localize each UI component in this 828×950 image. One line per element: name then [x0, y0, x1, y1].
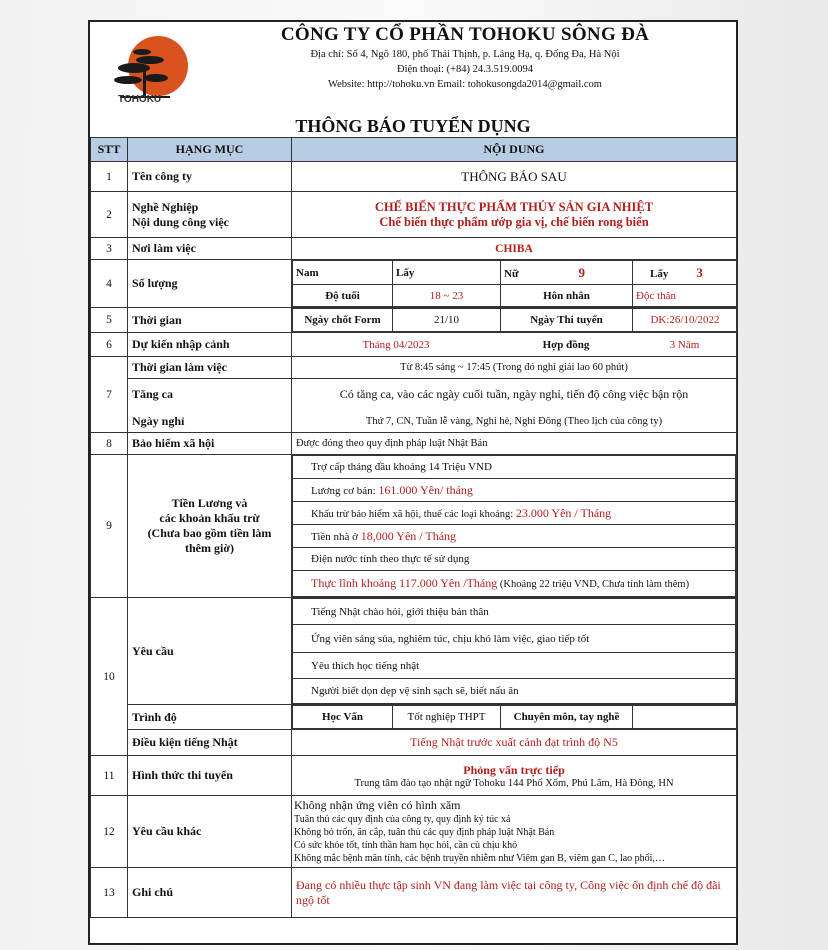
job-title: CHẾ BIẾN THỰC PHẨM THỦY SẢN GIA NHIỆT [374, 199, 654, 214]
other-req-item: Không bỏ trốn, ăn cắp, tuân thủ các quy định pháp luật Nhật Bản [294, 827, 555, 838]
form-deadline-label: Ngày chốt Form [293, 309, 393, 332]
quantity-cell [292, 260, 737, 308]
table-row [91, 411, 737, 433]
age-value: 18 ~ 23 [393, 285, 501, 307]
company-value: THÔNG BÁO SAU [292, 162, 737, 192]
salary-amount: 161.000 Yên/ tháng [378, 482, 473, 497]
contract-value: 3 Năm [669, 338, 700, 351]
overtime-value: Có tăng ca, vào các ngày cuối tuần, ngày nghỉ, tiến độ công việc bận rộn [292, 379, 737, 411]
row-number: 11 [91, 756, 128, 796]
row-number: 8 [91, 433, 128, 455]
requirements-cell [292, 598, 737, 705]
entry-cell [292, 333, 737, 357]
row-number: 2 [91, 192, 128, 238]
note-value: Đang có nhiều thực tập sinh VN đang làm việc tại công ty, Công việc ổn định chế độ đãi ngộ tốt [292, 868, 737, 918]
row-label: Thời gian [128, 308, 292, 333]
other-req-item: Có sức khỏe tốt, tính thần ham học hỏi, cần cù chịu khó [294, 840, 518, 851]
salary-cell [292, 455, 737, 598]
take-count: 3 [696, 264, 703, 280]
other-req-head: Không nhận ứng viên có hình xăm [294, 798, 461, 812]
salary-line [293, 479, 736, 502]
net-salary: Thực lĩnh khoảng 117.000 Yên /Tháng [311, 576, 498, 590]
row-number: 13 [91, 868, 128, 918]
workplace-value: CHIBA [292, 238, 737, 260]
salary-text: Lương cơ bản: [311, 484, 379, 497]
time-cell [292, 308, 737, 333]
row-label [128, 455, 292, 598]
exam-location: Trung tâm đào tạo nhật ngữ Tohoku 144 Phố Xốm, Phú Lãm, Hà Đông, HN [354, 777, 674, 789]
tohoku-logo-icon [98, 30, 193, 125]
recruitment-notice-page [88, 20, 738, 945]
table-row [91, 598, 737, 705]
logo-text: TOHOKU [118, 94, 162, 105]
row-number: 12 [91, 796, 128, 868]
table-row [91, 433, 737, 455]
row-label: Thời gian làm việc [128, 357, 292, 379]
salary-line [293, 571, 736, 597]
salary-line [293, 502, 736, 525]
row-label: Trình độ [128, 705, 292, 730]
column-header-content: NỘI DUNG [292, 138, 737, 162]
exam-date-value: DK:26/10/2022 [633, 309, 738, 332]
label-line: Tiền Lương và [171, 496, 248, 510]
table-row [91, 379, 737, 411]
label-line: Nghề Nghiệp [132, 199, 199, 214]
education-value: Tốt nghiệp THPT [393, 706, 501, 729]
entry-value: Tháng 04/2023 [362, 338, 430, 351]
table-row [91, 260, 737, 308]
job-value [292, 192, 737, 238]
job-desc: Chế biến thực phẩm ướp gia vị, chế biến rong biển [379, 214, 649, 229]
quantity-table [292, 260, 738, 307]
row-number: 9 [91, 455, 128, 598]
salary-line [293, 525, 736, 548]
row-label: Ngày nghỉ [128, 411, 292, 433]
other-req-item: Tuân thủ các quy định của công ty, quy định ký túc xá [294, 814, 511, 825]
row-label: Điều kiện tiếng Nhật [128, 730, 292, 756]
row-number: 10 [91, 598, 128, 756]
column-header-item: HẠNG MỤC [128, 138, 292, 162]
table-row [91, 868, 737, 918]
row-label: Tăng ca [128, 379, 292, 411]
table-row [91, 308, 737, 333]
table-row [91, 238, 737, 260]
age-label: Độ tuổi [293, 285, 393, 307]
row-label: Yêu cầu [128, 598, 292, 705]
row-label: Số lượng [128, 260, 292, 308]
requirement-line: Ứng viên sáng sủa, nghiêm túc, chịu khó làm việc, giao tiếp tốt [293, 625, 736, 653]
salary-amount: 23.000 Yên / Tháng [515, 505, 612, 520]
net-salary-note: (Khoảng 22 triệu VND, Chưa tính làm thêm) [497, 579, 690, 590]
insurance-value: Được đóng theo quy định pháp luật Nhật Bản [292, 433, 737, 455]
salary-text: Khấu trừ bảo hiểm xã hội, thuế các loại khoảng: [311, 508, 516, 520]
education-label: Học Vấn [293, 706, 393, 729]
days-off-value: Thứ 7, CN, Tuần lễ vàng, Nghỉ hè, Nghỉ Đông (Theo lịch của công ty) [292, 411, 737, 433]
row-number: 6 [91, 333, 128, 357]
table-row [91, 730, 737, 756]
row-label: Yêu cầu khác [128, 796, 292, 868]
requirement-line: Người biết dọn dẹp vệ sinh sạch sẽ, biết nấu ăn [293, 679, 736, 704]
salary-line: Điện nước tính theo thực tế sử dụng [293, 548, 736, 571]
salary-amount: 18,000 Yên / Tháng [360, 528, 457, 543]
row-number: 7 [91, 357, 128, 433]
row-label: Dự kiến nhập cảnh [128, 333, 292, 357]
table-row [91, 756, 737, 796]
row-label: Bảo hiểm xã hội [128, 433, 292, 455]
form-deadline-value: 21/10 [393, 309, 501, 332]
table-row [91, 162, 737, 192]
row-number: 1 [91, 162, 128, 192]
requirement-line: Tiếng Nhật chào hỏi, giới thiệu bản thân [293, 599, 736, 625]
take-label: Lấy [650, 267, 669, 280]
japanese-level-value: Tiếng Nhật trước xuất cảnh đạt trình độ N5 [292, 730, 737, 756]
other-requirements-value [292, 796, 737, 868]
column-header-stt: STT [91, 138, 128, 162]
requirement-line: Yêu thích học tiếng nhật [293, 653, 736, 679]
marriage-value: Độc thân [633, 285, 738, 307]
salary-table [292, 455, 736, 597]
company-phone: Điện thoại: (+84) 24.3.519.0094 [397, 64, 533, 75]
row-number: 4 [91, 260, 128, 308]
table-row [91, 357, 737, 379]
work-hours-value: Từ 8:45 sáng ~ 17:45 (Trong đó nghỉ giải lao 60 phút) [292, 357, 737, 379]
company-header [90, 22, 736, 137]
table-row [91, 192, 737, 238]
salary-text: Tiền nhà ở [311, 530, 361, 543]
table-header-row [91, 138, 737, 162]
row-label: Tên công ty [128, 162, 292, 192]
time-table [292, 308, 738, 332]
exam-date-label: Ngày Thi tuyển [501, 309, 633, 332]
education-table [292, 705, 738, 729]
label-line: thêm giờ) [185, 541, 234, 555]
take-label: Lấy [396, 266, 415, 279]
requirements-table [292, 598, 736, 704]
label-line: (Chưa bao gồm tiền làm [147, 526, 272, 540]
table-row [91, 455, 737, 598]
female-take [633, 261, 738, 285]
label-line: các khoản khấu trừ [159, 511, 260, 525]
female-label: Nữ [504, 267, 519, 280]
table-row [91, 333, 737, 357]
education-cell [292, 705, 737, 730]
specialty-value [633, 706, 738, 729]
document-title: THÔNG BÁO TUYỂN DỤNG [295, 116, 531, 136]
company-address: Địa chỉ: Số 4, Ngõ 180, phố Thái Thịnh, p. Láng Hạ, q. Đống Đa, Hà Nội [310, 49, 620, 60]
salary-line: Trợ cấp tháng đầu khoảng 14 Triệu VND [293, 456, 736, 479]
male-label: Nam [296, 266, 319, 279]
entry-table [292, 333, 737, 356]
exam-method: Phỏng vấn trực tiếp [463, 762, 565, 777]
row-number: 5 [91, 308, 128, 333]
male-take [393, 261, 501, 285]
female-block [501, 261, 633, 285]
row-label: Hình thức thi tuyển [128, 756, 292, 796]
row-number: 3 [91, 238, 128, 260]
row-label: Ghi chú [128, 868, 292, 918]
row-label [128, 192, 292, 238]
male-block [293, 261, 393, 285]
table-row [91, 705, 737, 730]
company-name: CÔNG TY CỔ PHẦN TOHOKU SÔNG ĐÀ [280, 24, 650, 45]
company-website: Website: http://tohoku.vn Email: tohokusongda2014@gmail.com [328, 79, 602, 90]
female-count: 9 [578, 264, 586, 280]
marriage-label: Hôn nhân [501, 285, 633, 307]
exam-method-value [292, 756, 737, 796]
other-req-item: Không mắc bệnh mãn tính, các bệnh truyền nhiễm như Viêm gan B, viêm gan C, lao phổi,… [294, 853, 665, 864]
contract-label: Hợp đồng [542, 338, 590, 351]
row-label: Nơi làm việc [128, 238, 292, 260]
label-line: Nội dung công việc [132, 214, 230, 229]
table-row [91, 796, 737, 868]
recruitment-table [90, 137, 737, 918]
specialty-label: Chuyên môn, tay nghề [501, 706, 633, 729]
